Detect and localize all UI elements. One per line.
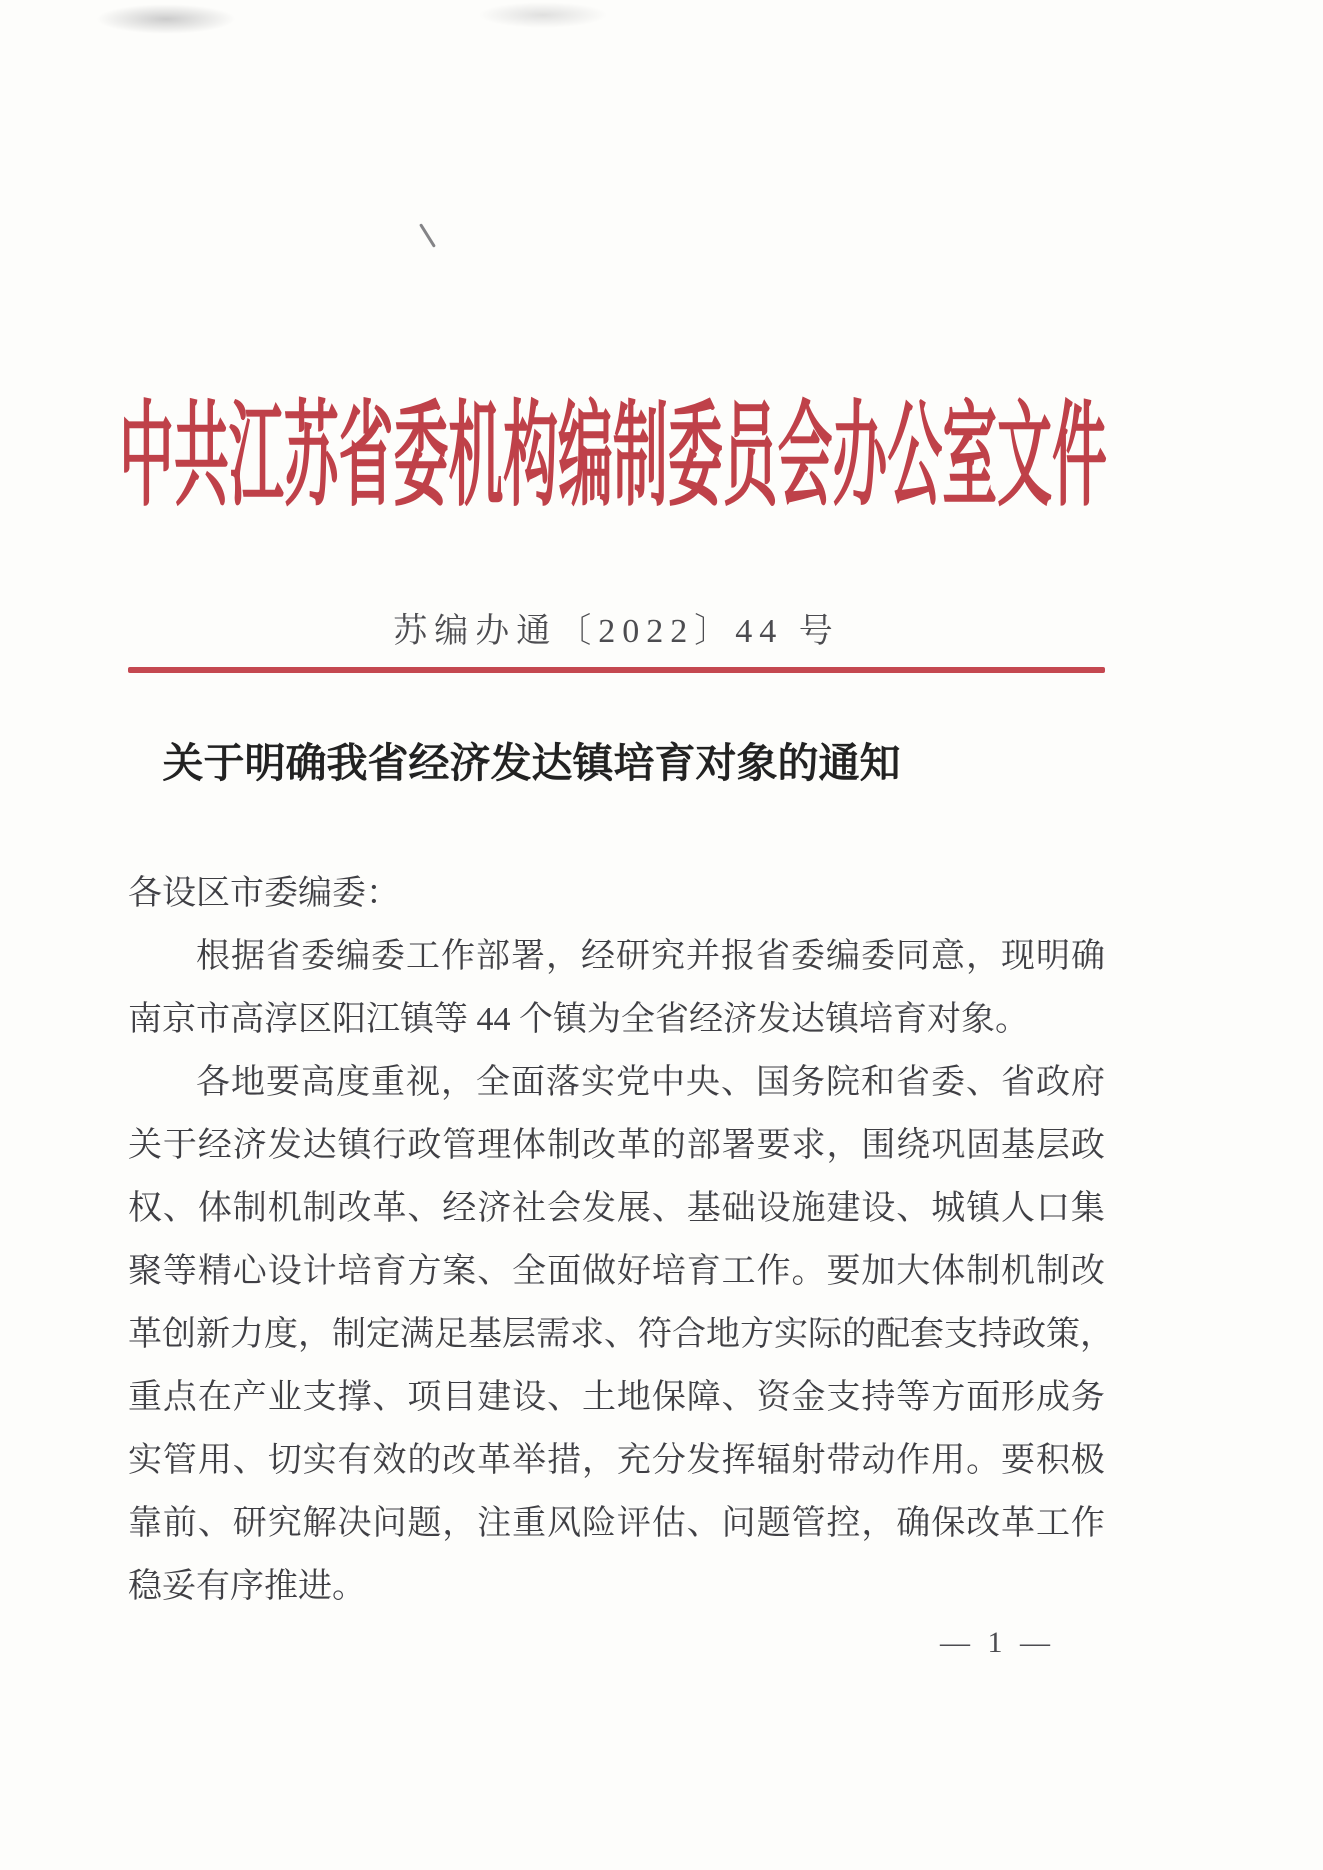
body-line: 关 于 经 济 发 达 镇 行 政 管 理 体 制 改 革 的 部 署 要 求 ， 围 绕 巩 固 基 层 政 [128,1127,1105,1164]
body-line: 权 、 体 制 机 制 改 革 、 经 济 社 会 发 展 、 基 础 设 施 建 设 、 城 镇 人 口 集 [128,1190,1105,1227]
document-title-row [128,733,1105,793]
document-title: 关于明确我省经济发达镇培育对象的通知 [162,740,901,786]
body-line: 重 点 在 产 业 支 撑 、 项 目 建 设 、 土 地 保 障 、 资 金 支 持 等 方 面 形 成 务 [128,1379,1105,1416]
masthead-org-title: 中共江苏省委机构编制委员会办公室文件 [118,393,1107,521]
red-masthead [0,393,1323,521]
body-line: 聚 等 精 心 设 计 培 育 方 案 、 全 面 做 好 培 育 工 作 。 要 加 大 体 制 机 制 改 [128,1253,1105,1290]
body-line: 靠 前 、 研 究 解 决 问 题 ， 注 重 风 险 评 估 、 问 题 管 控 ， 确 保 改 革 工 作 [128,1505,1105,1542]
body-line: 南京市高淳区阳江镇等 44 个镇为全省经济发达镇培育对象。 [128,1001,1029,1038]
page-number: — 1 — [940,1626,1055,1659]
scan-smudge [478,2,608,28]
body-line: 各 地 要 高 度 重 视 ， 全 面 落 实 党 中 央 、 国 务 院 和 省 委 、 省 政 府 [196,1064,1105,1101]
red-divider-rule [128,667,1105,673]
body-line: 稳妥有序推进。 [128,1568,366,1605]
scan-smudge [96,4,236,34]
pen-stroke-mark [419,223,436,247]
salutation-line: 各设区市委编委： [128,875,400,912]
body-line: 实 管 用 、 切 实 有 效 的 改 革 举 措 ， 充 分 发 挥 辐 射 带 动 作 用 。 要 积 极 [128,1442,1105,1479]
document-body [128,862,1114,1618]
body-line: 根 据 省 委 编 委 工 作 部 署 ， 经 研 究 并 报 省 委 编 委 同 意 ， 现 明 确 [196,938,1105,975]
document-number: 苏编办通〔2022〕44 号 [393,613,840,650]
body-line: 革 创 新 力 度 ， 制 定 满 足 基 层 需 求 、 符 合 地 方 实 际 的 配 套 支 持 政 策 ， [128,1316,1114,1353]
